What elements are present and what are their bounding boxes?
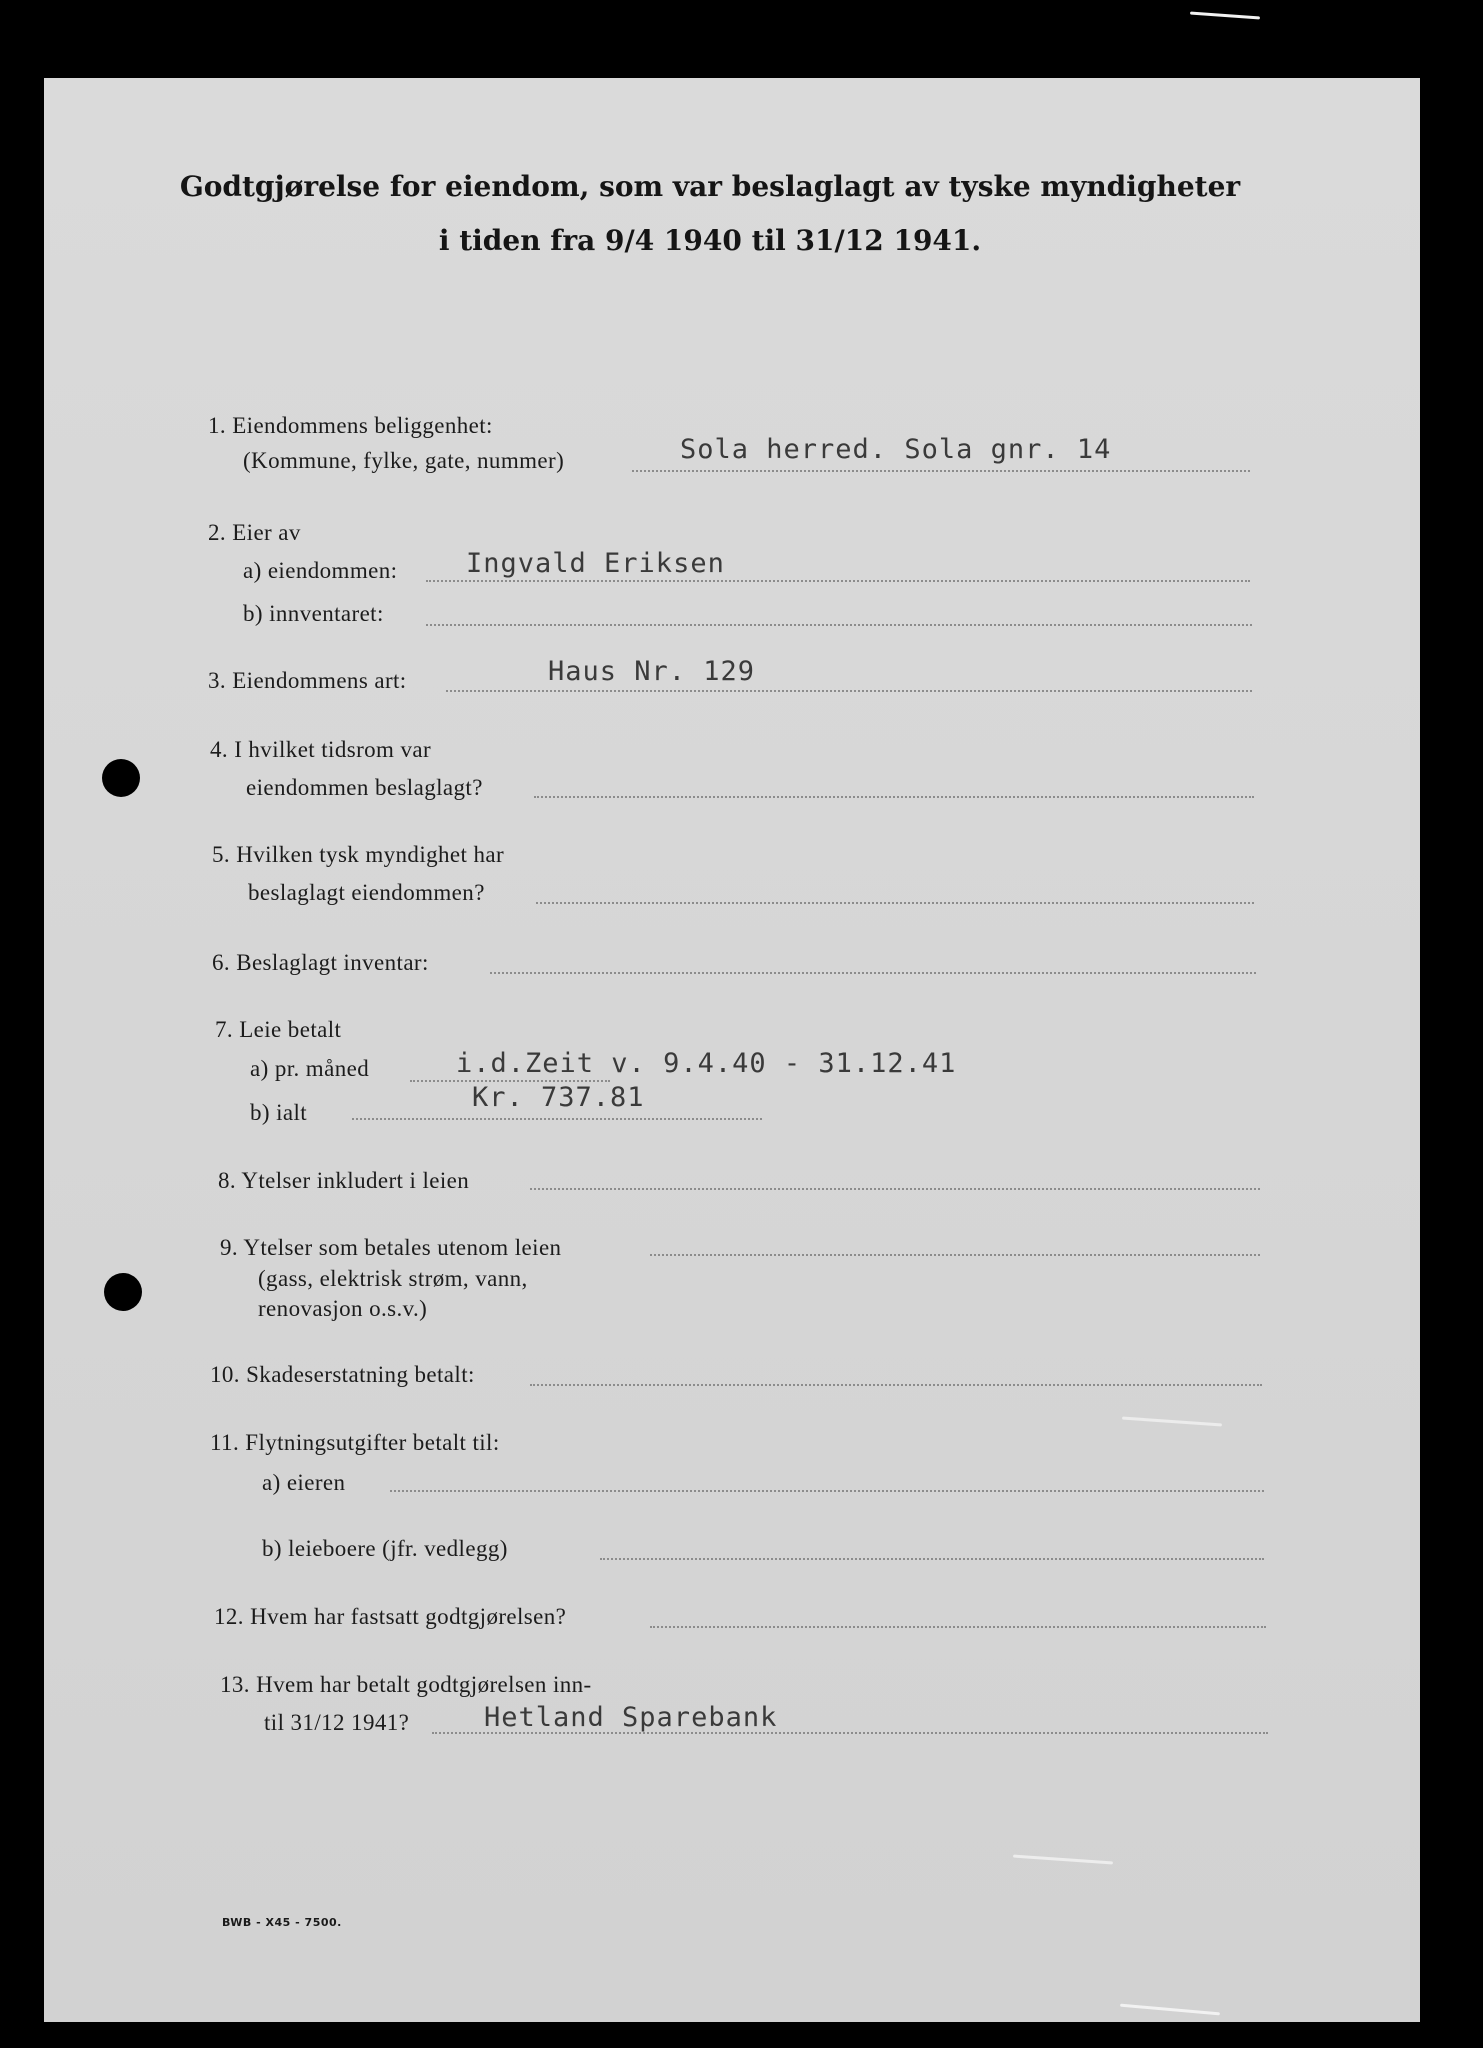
q2a-answer: Ingvald Eriksen xyxy=(466,548,725,579)
scan-scratch xyxy=(1190,12,1260,20)
title-line-2: i tiden fra 9/4 1940 til 31/12 1941. xyxy=(438,224,982,257)
q12-label: 12. Hvem har fastsatt godtgjørelsen? xyxy=(214,1604,567,1629)
q8-label: 8. Ytelser inkludert i leien xyxy=(218,1168,470,1193)
q1-answer: Sola herred. Sola gnr. 14 xyxy=(680,434,1112,465)
q11b-answer-line xyxy=(600,1558,1264,1560)
q9-sublabel-1: (gass, elektrisk strøm, vann, xyxy=(258,1266,528,1291)
q4-sublabel: eiendommen beslaglagt? xyxy=(246,775,483,800)
q4-label: 4. I hvilket tidsrom var xyxy=(210,737,432,762)
q1-answer-line xyxy=(632,470,1250,472)
q13-answer: Hetland Sparebank xyxy=(484,1702,778,1733)
q11-label: 11. Flytningsutgifter betalt til: xyxy=(210,1430,500,1455)
q2b-label: b) innventaret: xyxy=(243,601,384,626)
document-title xyxy=(0,160,1420,268)
q7b-answer-line xyxy=(352,1118,762,1120)
q5-answer-line xyxy=(536,902,1254,904)
q6-label: 6. Beslaglagt inventar: xyxy=(212,950,429,975)
q11b-label: b) leieboere (jfr. vedlegg) xyxy=(262,1536,508,1561)
q13-sublabel: til 31/12 1941? xyxy=(264,1710,410,1735)
q3-answer: Haus Nr. 129 xyxy=(548,656,756,687)
q3-label: 3. Eiendommens art: xyxy=(208,668,407,693)
q7-label: 7. Leie betalt xyxy=(215,1017,342,1042)
q5-sublabel: beslaglagt eiendommen? xyxy=(248,880,485,905)
punch-hole xyxy=(104,1273,142,1311)
q2b-answer-line xyxy=(426,624,1252,626)
q1-sublabel: (Kommune, fylke, gate, nummer) xyxy=(243,448,565,473)
q7b-label: b) ialt xyxy=(250,1100,308,1125)
q2a-answer-line xyxy=(426,580,1250,582)
q9-label: 9. Ytelser som betales utenom leien xyxy=(220,1235,562,1260)
q3-answer-line xyxy=(446,690,1252,692)
q2a-label: a) eiendommen: xyxy=(243,558,398,583)
q7a-label: a) pr. måned xyxy=(250,1056,370,1081)
q11a-label: a) eieren xyxy=(262,1470,346,1495)
q7b-answer: Kr. 737.81 xyxy=(472,1082,645,1113)
title-line-1: Godtgjørelse for eiendom, som var beslaglagt av tyske myndigheter xyxy=(179,170,1241,203)
q10-label: 10. Skadeserstatning betalt: xyxy=(210,1362,475,1387)
q10-answer-line xyxy=(530,1384,1262,1386)
q4-answer-line xyxy=(534,796,1254,798)
q8-answer-line xyxy=(530,1188,1260,1190)
q5-label: 5. Hvilken tysk myndighet har xyxy=(212,842,505,867)
print-code: BWB - X45 - 7500. xyxy=(222,1916,342,1929)
q6-answer-line xyxy=(490,972,1256,974)
q11a-answer-line xyxy=(390,1490,1264,1492)
q2-label: 2. Eier av xyxy=(208,520,301,545)
q13-label: 13. Hvem har betalt godtgjørelsen inn- xyxy=(220,1672,592,1697)
q1-label: 1. Eiendommens beliggenhet: xyxy=(208,413,493,438)
punch-hole xyxy=(102,759,140,797)
q12-answer-line xyxy=(650,1626,1266,1628)
q7a-answer: i.d.Zeit v. 9.4.40 - 31.12.41 xyxy=(456,1048,957,1079)
q9-sublabel-2: renovasjon o.s.v.) xyxy=(258,1296,428,1321)
q9-answer-line xyxy=(650,1254,1260,1256)
